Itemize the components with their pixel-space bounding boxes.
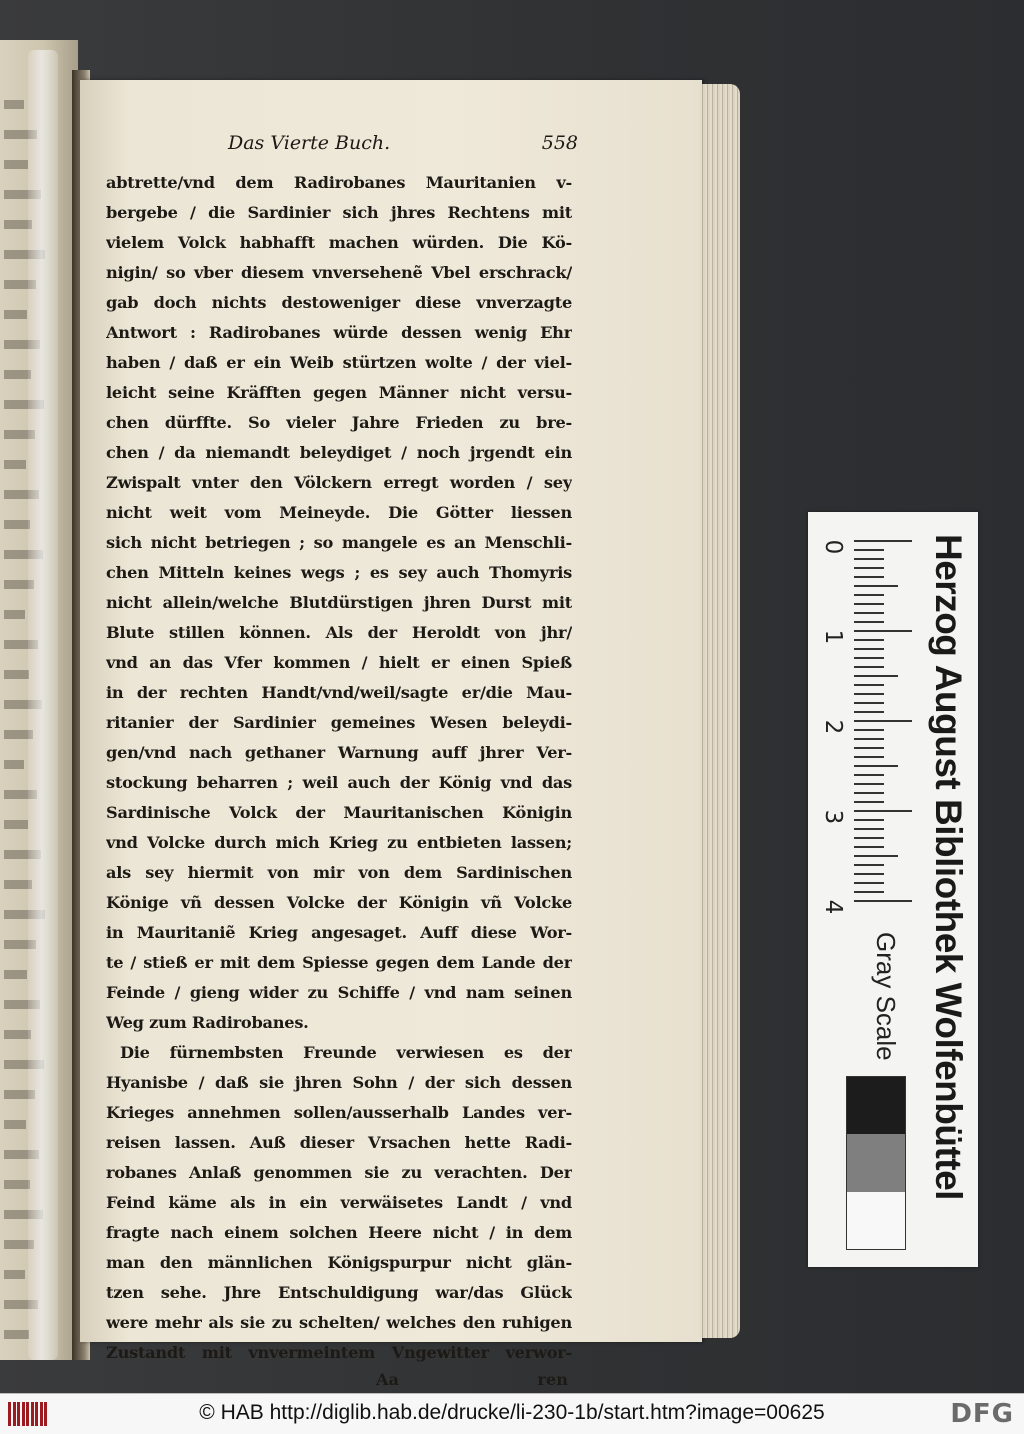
- text-line: were mehr als sie zu schelten/ welches den ruhigen: [106, 1313, 572, 1332]
- ruler-tick: [854, 693, 884, 695]
- ruler-tick: [854, 792, 884, 794]
- text-line: abtrette/vnd dem Radirobanes Mauritanien v-: [106, 173, 572, 192]
- text-line: Sardinische Volck der Mauritanischen Königin: [106, 803, 572, 822]
- text-line: Zwispalt vnter den Völckern erregt worden / sey: [106, 473, 572, 492]
- ruler-number: 3: [820, 809, 846, 825]
- ruler-tick: [854, 900, 912, 902]
- text-line: Feinde / gieng wider zu Schiffe / vnd nam seinen: [106, 983, 572, 1002]
- glass-holder-bar: [28, 50, 58, 1360]
- ruler-tick: [854, 765, 898, 767]
- ruler-tick: [854, 684, 884, 686]
- neighbor-text-line: [4, 460, 26, 469]
- text-line: als sey hiermit von mir von dem Sardinischen: [106, 863, 572, 882]
- text-line: leicht seine Kräfften gegen Männer nicht versu-: [106, 383, 572, 402]
- ruler-tick: [854, 855, 898, 857]
- gray-scale-ruler-card: [808, 512, 978, 1267]
- ruler-number: 0: [820, 539, 846, 555]
- text-line: vnd an das Vfer kommen / hielt er einen Spieß: [106, 653, 572, 672]
- ruler-tick: [854, 810, 912, 812]
- neighbor-text-line: [4, 1330, 29, 1339]
- ruler-tick: [854, 774, 884, 776]
- ruler-tick: [854, 558, 884, 560]
- ruler-tick: [854, 657, 884, 659]
- neighbor-text-line: [4, 310, 27, 319]
- text-line: nicht allein/welche Blutdürstigen jhren Durst mit: [106, 593, 572, 612]
- text-line: haben / daß er ein Weib stürtzen wolte / der viel-: [106, 353, 572, 372]
- gray-swatch: [847, 1077, 905, 1134]
- ruler-tick: [854, 621, 884, 623]
- page-text-block: [106, 128, 578, 1393]
- text-line: chen Mitteln keines wegs ; es sey auch Thomyris: [106, 563, 572, 582]
- ruler-numbers: [812, 512, 854, 932]
- ruler-tick: [854, 576, 884, 578]
- text-line: Feind käme als in ein verwäisetes Landt / vnd: [106, 1193, 572, 1212]
- text-line: vielem Volck habhafft machen würden. Die Kö-: [106, 233, 572, 252]
- text-line: ritanier der Sardinier gemeines Wesen beleydi-: [106, 713, 572, 732]
- text-line: gen/vnd nach gethaner Warnung auff jhrer Ver-: [106, 743, 572, 762]
- neighbor-text-line: [4, 1270, 25, 1279]
- neighbor-text-line: [4, 520, 30, 529]
- text-line: nicht weit vom Meineyde. Die Götter liessen: [106, 503, 572, 522]
- neighbor-text-line: [4, 100, 24, 109]
- neighbor-text-line: [4, 760, 24, 769]
- ruler-tick: [854, 540, 912, 542]
- ruler-tick: [854, 819, 884, 821]
- neighbor-text-line: [4, 820, 28, 829]
- text-line: chen dürffte. So vieler Jahre Frieden zu bre-: [106, 413, 572, 432]
- ruler-tick: [854, 639, 884, 641]
- text-line: chen / da niemandt beleydiget / noch jrgendt ein: [106, 443, 572, 462]
- text-line: Blute stillen können. Als der Heroldt von jhr/: [106, 623, 572, 642]
- text-line: nigin/ so vber diesem vnversehenẽ Vbel erschrack/: [106, 263, 572, 282]
- neighbor-text-line: [4, 1120, 26, 1129]
- ruler-tick: [854, 729, 884, 731]
- text-line: fragte nach einem solchen Heere nicht / in dem: [106, 1223, 572, 1242]
- ruler-number: 2: [820, 719, 846, 735]
- text-line: vnd Volcke durch mich Krieg zu entbieten lassen;: [106, 833, 572, 852]
- ruler-tick: [854, 702, 884, 704]
- gray-swatch: [847, 1192, 905, 1249]
- text-line: tzen sehe. Jhre Entschuldigung war/das Glück: [106, 1283, 572, 1302]
- ruler-tick: [854, 873, 884, 875]
- neighbor-text-line: [4, 1030, 31, 1039]
- neighbor-text-line: [4, 670, 29, 679]
- ruler-tick: [854, 864, 884, 866]
- ruler-tick: [854, 675, 898, 677]
- ruler-tick: [854, 612, 884, 614]
- catchword-line: [106, 1368, 572, 1393]
- text-line: Könige vñ dessen Volcke der Königin vñ Volcke: [106, 893, 572, 912]
- running-title: Das Vierte Buch.: [228, 132, 391, 154]
- ruler-tick: [854, 630, 912, 632]
- ruler-tick: [854, 594, 884, 596]
- neighbor-text-line: [4, 160, 28, 169]
- text-line: Zustandt mit vnvermeintem Vngewitter verwor-: [106, 1343, 572, 1362]
- text-line: Antwort : Radirobanes würde dessen wenig Ehr: [106, 323, 572, 342]
- text-line: robanes Anlaß genommen sie zu verachten. Der: [106, 1163, 572, 1182]
- neighbor-text-line: [4, 970, 27, 979]
- ruler-tick: [854, 603, 884, 605]
- text-line: reisen lassen. Auß dieser Vrsachen hette Radi-: [106, 1133, 572, 1152]
- ruler-tick: [854, 666, 884, 668]
- ruler-tick: [854, 648, 884, 650]
- ruler-tick: [854, 846, 884, 848]
- ruler-tick: [854, 837, 884, 839]
- text-line: Weg zum Radirobanes.: [106, 1013, 309, 1032]
- neighbor-text-line: [4, 1180, 30, 1189]
- ruler-tick: [854, 567, 884, 569]
- copyright-url-text: © HAB http://diglib.hab.de/drucke/li-230-1b/start.htm?image=00625: [199, 1401, 825, 1424]
- dfg-logo: DFG: [950, 1399, 1014, 1429]
- neighbor-text-line: [4, 370, 31, 379]
- library-name: Herzog August Bibliothek Wolfenbüttel: [928, 534, 969, 1200]
- ruler-tick: [854, 585, 898, 587]
- page-edges: [700, 84, 740, 1338]
- gray-scale-swatches: [846, 1076, 906, 1250]
- ruler-tick: [854, 756, 884, 758]
- ruler-tick: [854, 801, 884, 803]
- ruler-number: 4: [820, 899, 846, 915]
- ruler-tick: [854, 891, 884, 893]
- text-line: Hyanisbe / daß sie jhren Sohn / der sich dessen: [106, 1073, 572, 1092]
- signature-mark: Aa: [376, 1370, 400, 1389]
- catchword: ren: [537, 1370, 568, 1389]
- text-line: in Mauritaniẽ Krieg angesaget. Auff diese Wor-: [106, 923, 572, 942]
- text-line: stockung beharren ; weil auch der König vnd das: [106, 773, 572, 792]
- text-line: man den männlichen Königspurpur nicht glän-: [106, 1253, 572, 1272]
- text-line: Die fürnembsten Freunde verwiesen es der: [120, 1043, 572, 1062]
- ruler-tick: [854, 720, 912, 722]
- text-line: Krieges annehmen sollen/ausserhalb Landes ver-: [106, 1103, 572, 1122]
- ruler-tick: [854, 711, 884, 713]
- text-line: gab doch nichts destoweniger diese vnverzagte: [106, 293, 572, 312]
- ruler-ticks: [854, 540, 914, 920]
- ruler-tick: [854, 882, 884, 884]
- ruler-tick: [854, 549, 884, 551]
- footer-bar: [0, 1393, 1024, 1434]
- running-head: [106, 128, 578, 168]
- text-line: sich nicht betriegen ; so mangele es an Menschli-: [106, 533, 572, 552]
- ruler-tick: [854, 747, 884, 749]
- ruler-tick: [854, 783, 884, 785]
- ruler-number: 1: [820, 629, 846, 645]
- ruler-tick: [854, 828, 884, 830]
- page-number: 558: [541, 132, 578, 154]
- text-line: te / stieß er mit dem Spiesse gegen dem Lande der: [106, 953, 572, 972]
- neighbor-text-line: [4, 610, 25, 619]
- text-line: bergebe / die Sardinier sich jhres Rechtens mit: [106, 203, 572, 222]
- ruler-tick: [854, 738, 884, 740]
- text-line: in der rechten Handt/vnd/weil/sagte er/die Mau-: [106, 683, 572, 702]
- gray-swatch: [847, 1134, 905, 1191]
- text-lines: [106, 168, 572, 1368]
- gray-scale-label: Gray Scale: [871, 932, 901, 1061]
